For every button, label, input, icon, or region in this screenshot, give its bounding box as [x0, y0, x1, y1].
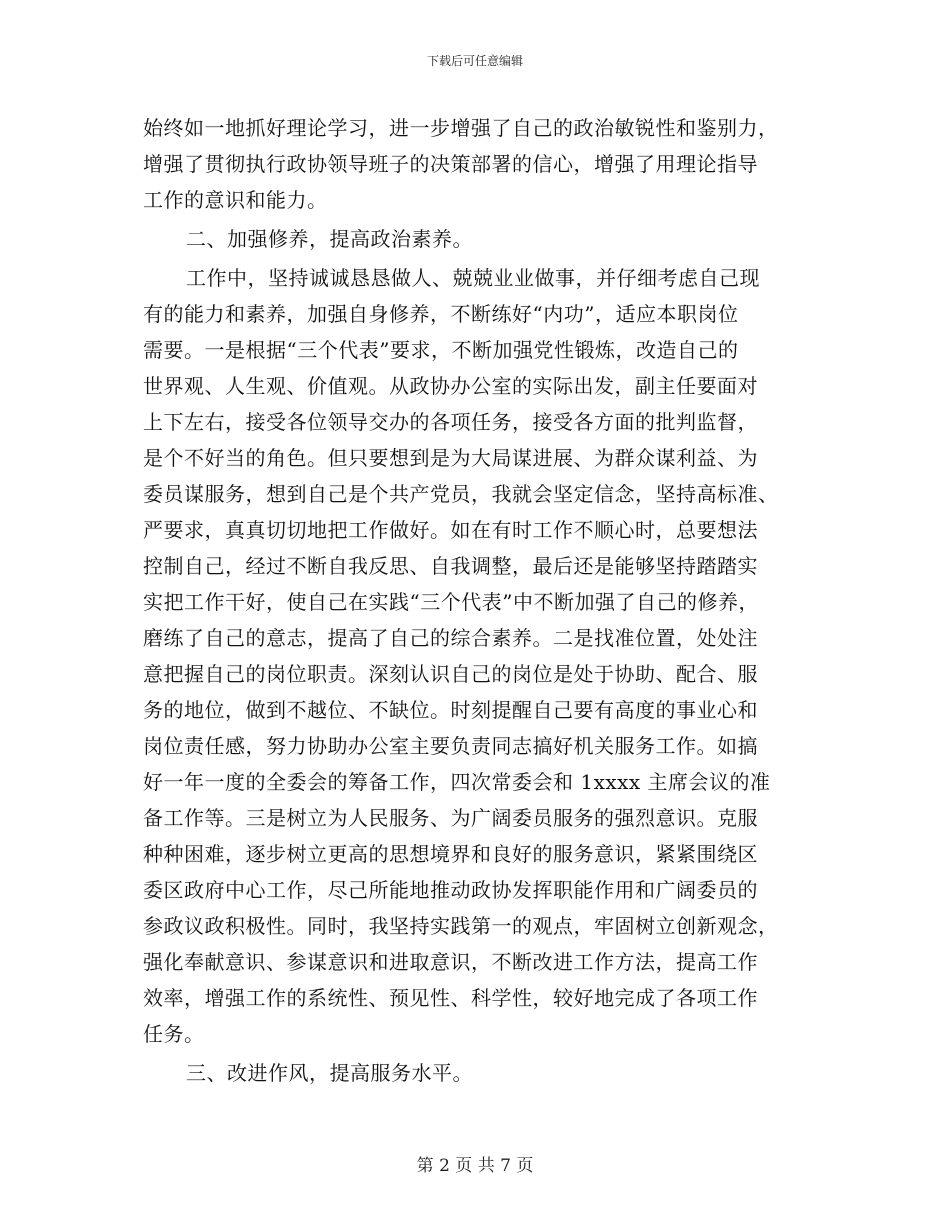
- body-line: 有的能力和素养，加强自身修养，不断练好“内功”，适应本职岗位: [143, 302, 739, 326]
- body-line: 备工作等。三是树立为人民服务、为广阔委员服务的强烈意识。克服: [143, 806, 758, 830]
- body-line: 参政议政积极性。同时，我坚持实践第一的观点，牢固树立创新观念，: [143, 914, 779, 938]
- body-line: 岗位责任感，努力协助办公室主要负责同志搞好机关服务工作。如搞: [143, 734, 758, 758]
- page-header: 下载后可任意编辑: [426, 54, 523, 68]
- body-line: 委区政府中心工作，尽己所能地推动政协发挥职能作用和广阔委员的: [143, 878, 758, 902]
- body-line: 需要。一是根据“三个代表”要求，不断加强党性锻炼，改造自己的: [143, 338, 739, 362]
- body-line: 磨练了自己的意志，提高了自己的综合素养。二是找准位置，处处注: [143, 626, 758, 650]
- body-line: 任务。: [143, 1022, 205, 1046]
- body-line: 上下左右，接受各位领导交办的各项任务，接受各方面的批判监督，: [143, 410, 758, 434]
- body-line: 增强了贯彻执行政协领导班子的决策部署的信心，增强了用理论指导: [143, 152, 758, 176]
- body-line: 效率，增强工作的系统性、预见性、科学性，较好地完成了各项工作: [143, 986, 758, 1010]
- body-line: 是个不好当的角色。但只要想到是为大局谋进展、为群众谋利益、为: [143, 446, 758, 470]
- body-line: 始终如一地抓好理论学习，进一步增强了自己的政治敏锐性和鉴别力，: [143, 116, 779, 140]
- body-line: 世界观、人生观、价值观。从政协办公室的实际出发，副主任要面对: [143, 374, 758, 398]
- body-line: 种种困难，逐步树立更高的思想境界和良好的服务意识，紧紧围绕区: [143, 842, 758, 866]
- body-line: 工作的意识和能力。: [143, 188, 328, 212]
- body-line: 好一年一度的全委会的筹备工作，四次常委会和 1xxxx 主席会议的准: [143, 770, 771, 794]
- body-line: 实把工作干好，使自己在实践“三个代表”中不断加强了自己的修养，: [143, 590, 759, 614]
- section-heading: 二、加强修养，提高政治素养。: [186, 227, 473, 251]
- body-line: 严要求，真真切切地把工作做好。如在有时工作不顺心时，总要想法: [143, 518, 758, 542]
- body-line: 务的地位，做到不越位、不缺位。时刻提醒自己要有高度的事业心和: [143, 698, 758, 722]
- body-line: 工作中，坚持诚诚恳恳做人、兢兢业业做事，并仔细考虑自己现: [186, 266, 760, 290]
- body-line: 控制自己，经过不断自我反思、自我调整，最后还是能够坚持踏踏实: [143, 554, 758, 578]
- body-line: 意把握自己的岗位职责。深刻认识自己的岗位是处于协助、配合、服: [143, 662, 758, 686]
- section-heading: 三、改进作风，提高服务水平。: [186, 1061, 473, 1085]
- page-footer: 第 2 页 共 7 页: [416, 1156, 534, 1176]
- body-line: 委员谋服务，想到自己是个共产党员，我就会坚定信念，坚持高标准、: [143, 482, 779, 506]
- body-line: 强化奉献意识、参谋意识和进取意识，不断改进工作方法，提高工作: [143, 950, 758, 974]
